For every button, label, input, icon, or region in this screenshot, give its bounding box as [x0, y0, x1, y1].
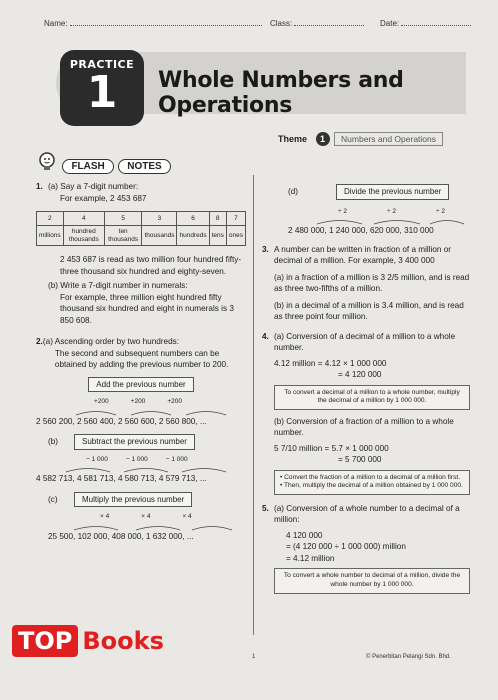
item-2c-label: (c)	[48, 494, 58, 504]
item-1-number: 1.	[36, 182, 43, 191]
item-3b-text: (b) in a decimal of a million is 3.4 million, and is read as three point four million.	[274, 300, 464, 321]
curved-arrows	[36, 465, 246, 473]
practice-badge	[60, 50, 144, 126]
arrow-label: ÷ 2	[338, 207, 347, 215]
item-4a-equation: 4.12 million = 4.12 × 1 000 000	[274, 358, 387, 368]
item-5-line: 4 120 000	[286, 530, 323, 540]
class-label: Class:	[270, 19, 293, 28]
item-5-number: 5.	[262, 503, 269, 513]
date-field	[380, 19, 471, 28]
name-line	[70, 25, 262, 26]
arrow-label: +200	[94, 398, 109, 405]
item-4b-result: = 5 700 000	[338, 455, 382, 465]
item-4-number: 4.	[262, 331, 269, 341]
item-4a-result: = 4 120 000	[338, 370, 382, 379]
item-2a-text: (a) Ascending order by two hundreds:	[42, 337, 180, 346]
item-2b-label: (b)	[48, 437, 59, 446]
item-5a-text: (a) Conversion of a whole number to a decimal of a million:	[274, 503, 460, 525]
table-row	[37, 212, 246, 226]
sequence-add: 2 560 200, 2 560 400, 2 560 600, 2 560 800, ...	[36, 416, 207, 426]
arrow-label: − 1 000	[125, 455, 148, 463]
table-row	[37, 226, 246, 246]
practice-label: PRACTICE	[69, 58, 135, 71]
left-column	[36, 181, 246, 542]
topbooks-logo	[12, 625, 164, 657]
item-3a-text: (a) in a fraction of a million is 3 2/5 million, and is read as three two-fifths of a million.	[274, 272, 470, 293]
date-label: Date:	[380, 19, 400, 28]
table-cell: ones	[226, 226, 245, 246]
arrow-label: ÷ 2	[387, 207, 396, 215]
table-cell: tens	[209, 226, 226, 246]
table-cell: thousands	[142, 226, 177, 246]
right-column	[262, 184, 470, 594]
item-4a-text: (a) Conversion of a decimal of a million to a whole number.	[274, 331, 456, 352]
sequence-multiply: 25 500, 102 000, 408 000, 1 632 000, ...	[48, 531, 194, 541]
table-cell: 8	[209, 212, 226, 226]
theme-label: Theme	[278, 134, 308, 144]
divide-arrows	[262, 206, 470, 218]
table-cell: millions	[37, 226, 64, 246]
table-cell: 7	[226, 212, 245, 226]
arrow-label: +200	[130, 398, 146, 405]
logo-top: TOP	[12, 625, 78, 657]
item-2-number: 2.	[36, 337, 43, 346]
item-1b-text: (b) Write a 7-digit number in numerals:	[48, 281, 188, 290]
multiply-arrows	[36, 511, 246, 523]
arrow-label: ÷ 2	[436, 207, 445, 215]
note-box: To convert a whole number to decimal of a million, divide the whole number by 1 000 000.	[274, 568, 470, 593]
curved-arrows	[262, 217, 470, 225]
item-1a-reading: 2 453 687 is read as two million four hundred fifty-three thousand six hundred and eighty-seven.	[60, 255, 242, 276]
theme-name: Numbers and Operations	[334, 132, 443, 146]
practice-number: 1	[86, 67, 118, 118]
flash-label: FLASH	[62, 159, 113, 174]
item-2a-explanation: The second and subsequent numbers can be obtained by adding the previous number to 200.	[54, 348, 229, 369]
note-box	[274, 470, 470, 495]
note-bullet: • Then, multiply the decimal of a million obtained by 1 000 000.	[280, 482, 463, 490]
item-3-text: A number can be written in fraction of a million or decimal of a million. For example, 3 400 000	[274, 244, 452, 265]
multiply-previous-label: Multiply the previous number	[74, 492, 192, 508]
item-1a-example: For example, 2 453 687	[60, 193, 147, 203]
arrow-label: − 1 000	[86, 455, 108, 463]
divide-previous-label: Divide the previous number	[336, 184, 449, 200]
table-cell: hundred thousands	[63, 226, 104, 246]
subtract-arrows	[36, 454, 246, 466]
notes-label: NOTES	[118, 159, 170, 174]
class-line	[294, 25, 364, 26]
arrow-label: +200	[167, 398, 182, 405]
theme-number: 1	[316, 132, 330, 146]
table-cell: 6	[177, 212, 209, 226]
note-bullet: • Convert the fraction of a million to a decimal of a million first.	[280, 473, 461, 481]
name-label: Name:	[44, 19, 68, 28]
table-cell: 3	[142, 212, 177, 226]
logo-books: Books	[82, 627, 164, 655]
arrow-label: × 4	[182, 513, 192, 520]
flash-notes-header	[36, 151, 171, 178]
page-number: 1	[252, 654, 256, 660]
table-cell: hundreds	[177, 226, 209, 246]
item-1a-text: (a) Say a 7-digit number:	[48, 182, 139, 191]
table-cell: ten thousands	[104, 226, 142, 246]
curved-arrows	[36, 408, 246, 416]
name-field	[44, 19, 262, 28]
arrow-label: × 4	[141, 513, 151, 520]
note-box: To convert a decimal of a million to a whole number, multiply the decimal of a million by 1 000 000.	[274, 385, 470, 410]
item-4b-equation: 5 7/10 million = 5.7 × 1 000 000	[274, 443, 389, 453]
item-1b-example: For example, three million eight hundred fifty thousand six hundred and eight in numerals is 3 850 608.	[60, 292, 234, 325]
sequence-divide: 2 480 000, 1 240 000, 620 000, 310 000	[288, 226, 434, 235]
column-divider	[253, 175, 254, 635]
lightbulb-icon	[36, 151, 58, 178]
sequence-subtract: 4 582 713, 4 581 713, 4 580 713, 4 579 713, ...	[36, 474, 207, 483]
item-5-line: = (4 120 000 ÷ 1 000 000) million	[286, 542, 406, 552]
theme-tab	[272, 132, 443, 148]
item-2d-label: (d)	[288, 187, 299, 196]
page-title: Whole Numbers and Operations	[158, 68, 404, 118]
table-cell: 4	[63, 212, 104, 226]
item-3-number: 3.	[262, 244, 269, 254]
item-4b-text: (b) Conversion of a fraction of a million to a whole number.	[274, 416, 454, 438]
class-field	[270, 19, 364, 28]
curved-arrows	[36, 523, 246, 531]
publisher-credit: © Penerbitan Pelangi Sdn. Bhd.	[366, 654, 451, 660]
add-previous-label: Add the previous number	[88, 377, 193, 393]
item-5-line: = 4.12 million	[286, 553, 335, 563]
subtract-previous-label: Subtract the previous number	[74, 434, 195, 450]
table-cell: 2	[37, 212, 64, 226]
table-cell: 5	[104, 212, 142, 226]
arrow-label: − 1 000	[165, 455, 188, 463]
arrow-label: × 4	[100, 513, 110, 520]
add-arrows	[36, 396, 246, 408]
date-line	[401, 25, 471, 26]
place-value-table	[36, 211, 246, 246]
